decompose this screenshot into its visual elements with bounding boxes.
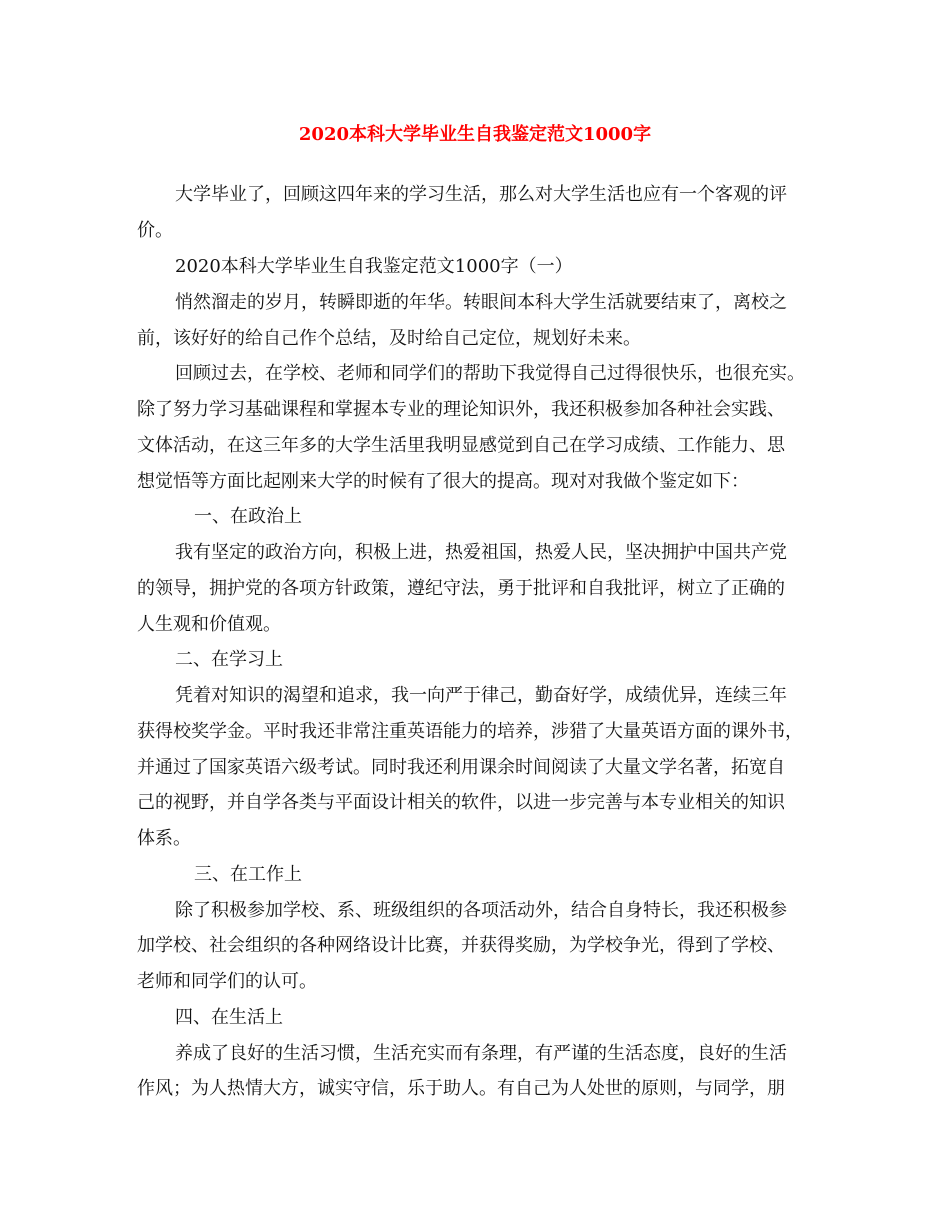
body-line: 并通过了国家英语六级考试。同时我还利用课余时间阅读了大量文学名著，拓宽自 xyxy=(137,757,785,778)
subsection-heading: 四、在生活上 xyxy=(175,1007,283,1028)
body-line: 获得校奖学金。平时我还非常注重英语能力的培养，涉猎了大量英语方面的课外书， xyxy=(137,721,803,742)
body-line: 大学毕业了，回顾这四年来的学习生活，那么对大学生活也应有一个客观的评 xyxy=(175,184,787,205)
body-line: 文体活动，在这三年多的大学生活里我明显感觉到自己在学习成绩、工作能力、思 xyxy=(137,435,785,456)
body-line: 回顾过去，在学校、老师和同学们的帮助下我觉得自己过得很快乐，也很充实。 xyxy=(175,363,805,384)
body-line: 作风；为人热情大方，诚实守信，乐于助人。有自己为人处世的原则，与同学，朋 xyxy=(137,1078,785,1099)
body-line: 价。 xyxy=(137,220,173,241)
subsection-heading: 三、在工作上 xyxy=(194,864,302,885)
body-line: 人生观和价值观。 xyxy=(137,614,281,635)
body-line: 加学校、社会组织的各种网络设计比赛，并获得奖励，为学校争光，得到了学校、 xyxy=(137,935,785,956)
body-line: 体系。 xyxy=(137,828,191,849)
body-line: 凭着对知识的渴望和追求，我一向严于律己，勤奋好学，成绩优异，连续三年 xyxy=(175,685,787,706)
body-line: 除了积极参加学校、系、班级组织的各项活动外，结合自身特长，我还积极参 xyxy=(175,900,787,921)
body-line: 想觉悟等方面比起刚来大学的时候有了很大的提高。现对对我做个鉴定如下： xyxy=(137,471,749,492)
document-title: 2020本科大学毕业生自我鉴定范文1000字 xyxy=(298,124,652,145)
body-line: 老师和同学们的认可。 xyxy=(137,971,317,992)
subsection-heading: 二、在学习上 xyxy=(175,649,283,670)
section-heading: 2020本科大学毕业生自我鉴定范文1000字（一） xyxy=(175,256,573,277)
body-line: 除了努力学习基础课程和掌握本专业的理论知识外，我还积极参加各种社会实践、 xyxy=(137,399,785,420)
body-line: 己的视野，并自学各类与平面设计相关的软件，以进一步完善与本专业相关的知识 xyxy=(137,792,785,813)
body-line: 养成了良好的生活习惯，生活充实而有条理，有严谨的生活态度，良好的生活 xyxy=(175,1043,787,1064)
body-line: 我有坚定的政治方向，积极上进，热爱祖国，热爱人民，坚决拥护中国共产党 xyxy=(175,542,787,563)
body-line: 的领导，拥护党的各项方针政策，遵纪守法，勇于批评和自我批评，树立了正确的 xyxy=(137,578,785,599)
body-line: 悄然溜走的岁月，转瞬即逝的年华。转眼间本科大学生活就要结束了，离校之 xyxy=(175,292,787,313)
subsection-heading: 一、在政治上 xyxy=(194,506,302,527)
body-line: 前，该好好的给自己作个总结，及时给自己定位，规划好未来。 xyxy=(137,328,641,349)
